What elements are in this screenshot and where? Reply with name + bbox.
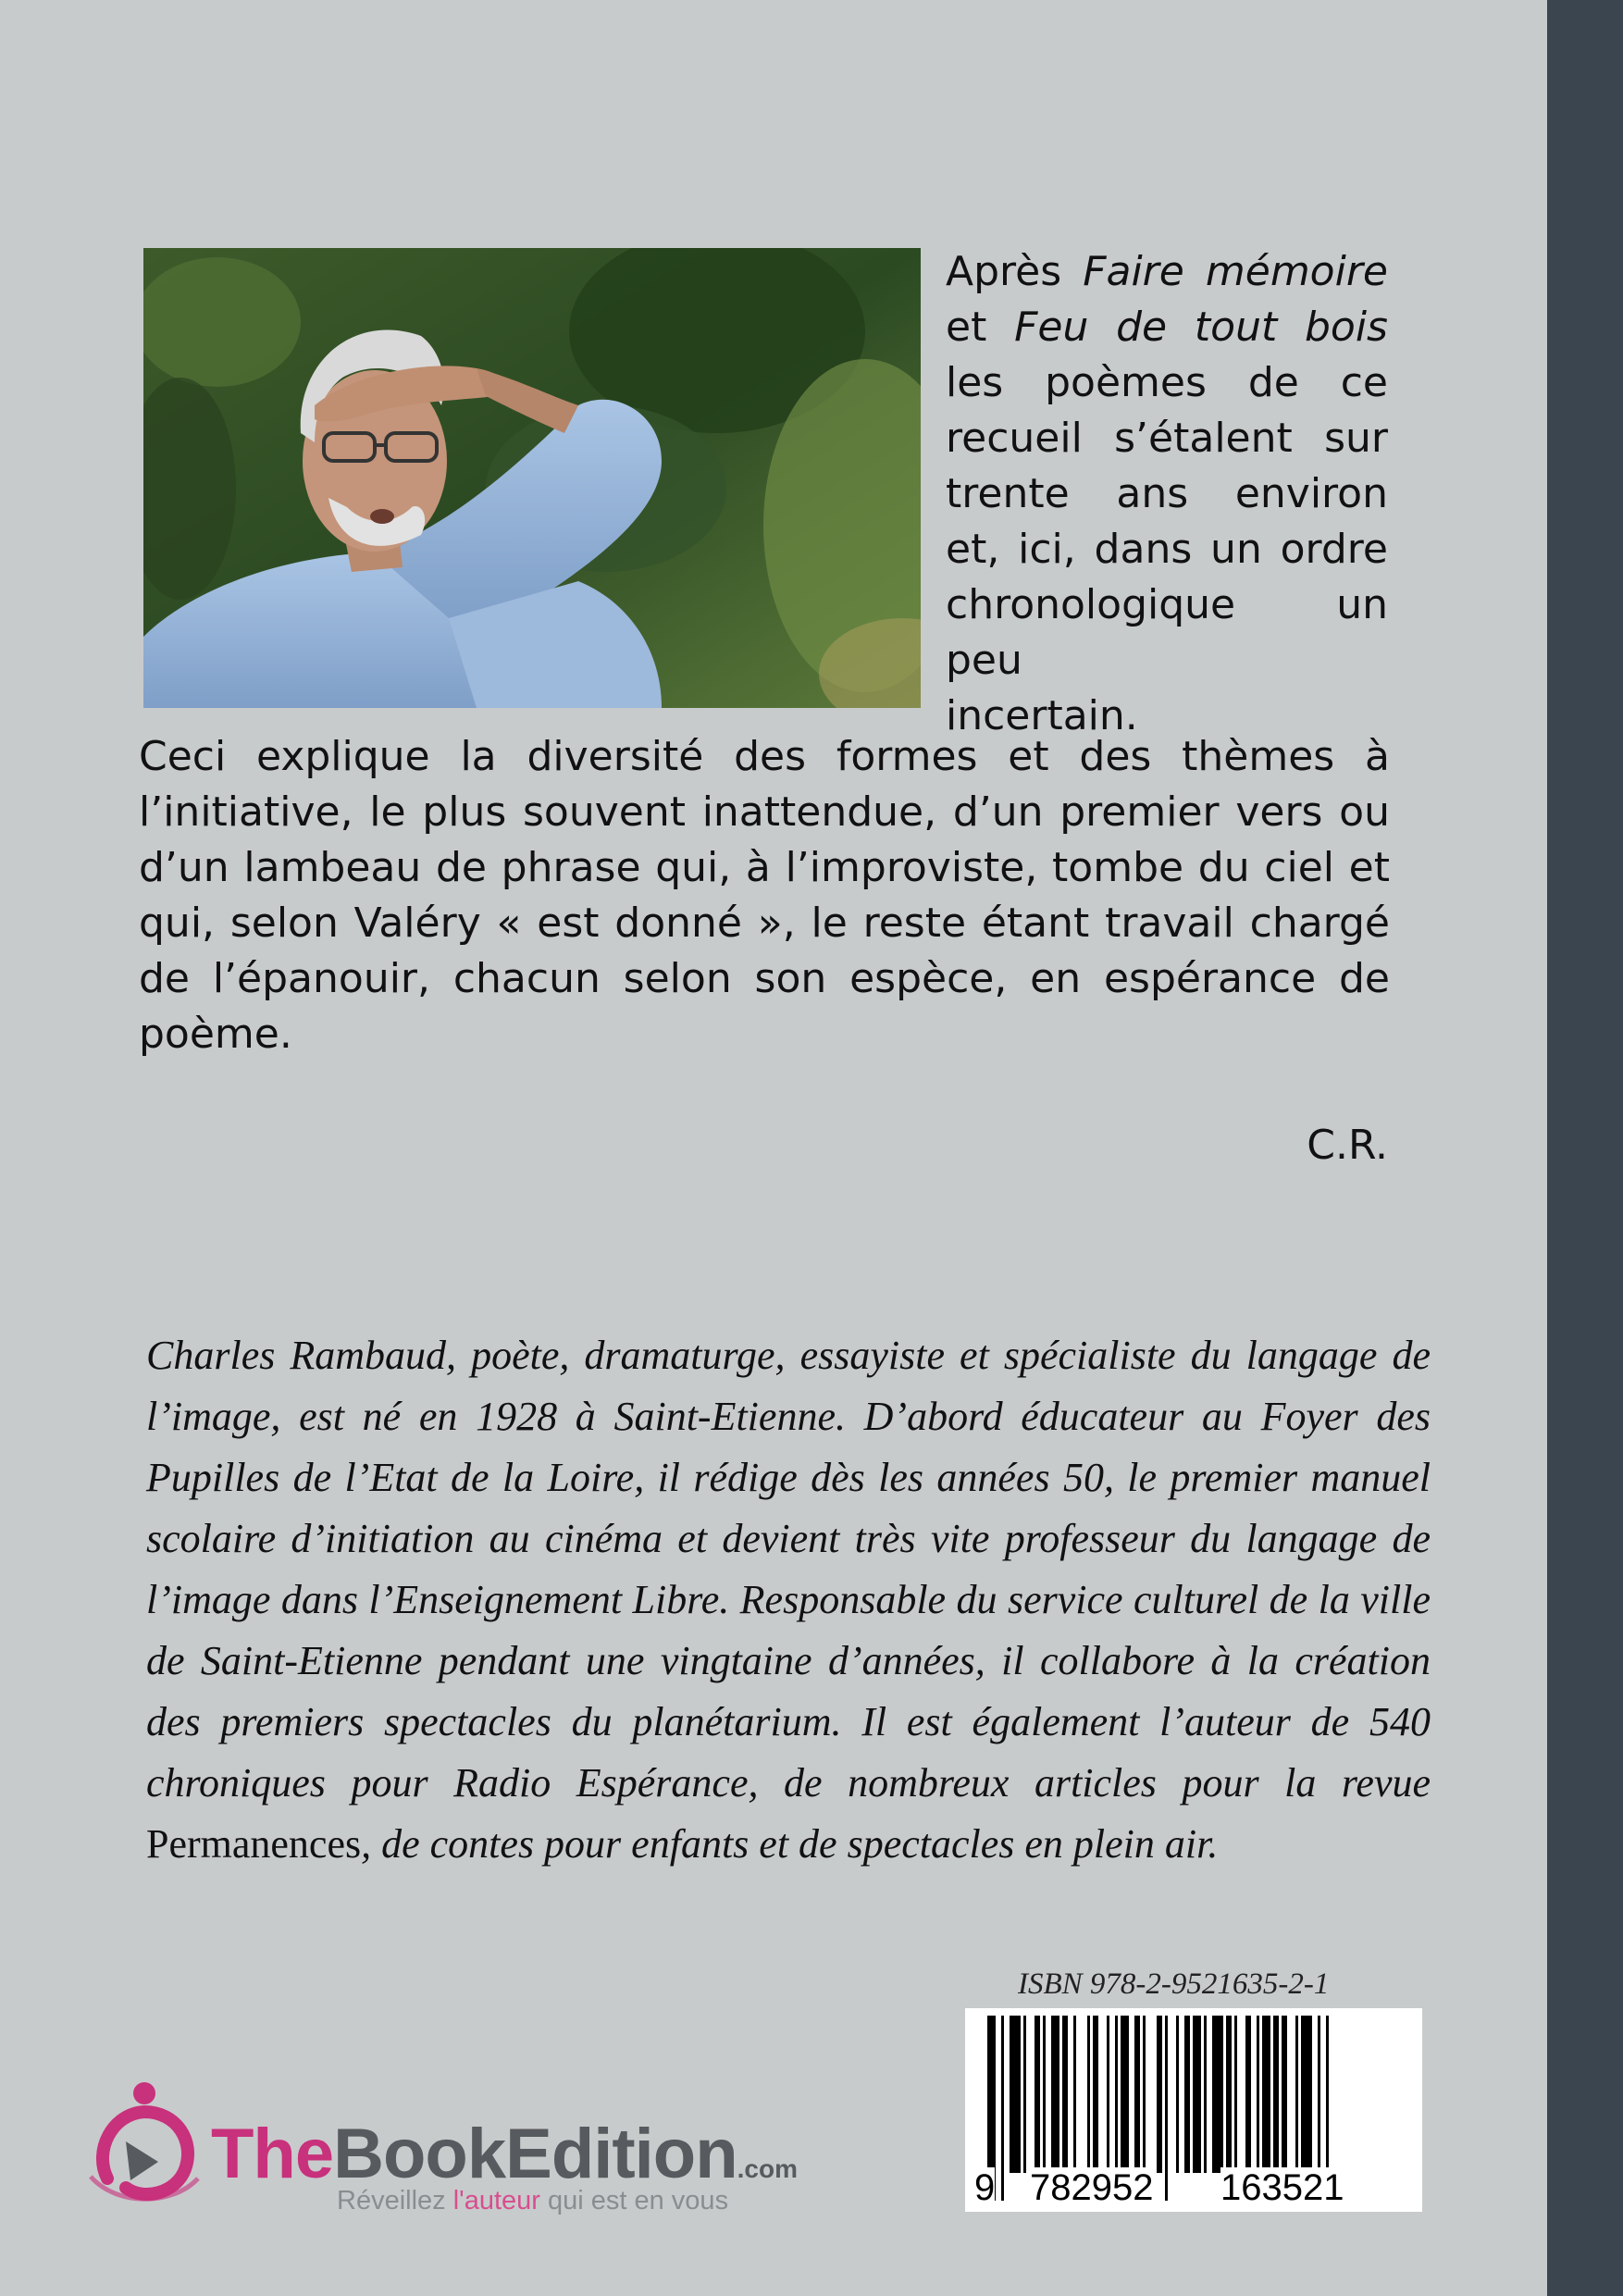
barcode-bar xyxy=(1212,2016,1223,2173)
barcode-bar xyxy=(1062,2016,1068,2173)
barcode-bar xyxy=(1193,2016,1201,2173)
logo-tagline: Réveillez l'auteur qui est en vous xyxy=(337,2186,729,2215)
barcode-bar xyxy=(1023,2016,1026,2173)
barcode-bar xyxy=(1184,2016,1190,2173)
publisher-logo xyxy=(89,2077,829,2215)
intro-line: Après Faire mémoire xyxy=(946,248,1388,295)
logo-wordmark: TheBookEdition.com xyxy=(211,2115,798,2193)
barcode-bar xyxy=(1204,2016,1207,2173)
barcode-bar xyxy=(1115,2016,1118,2173)
barcode-bar xyxy=(1295,2016,1298,2173)
thebookedition-mark-icon xyxy=(89,2077,209,2215)
barcode-bar xyxy=(1087,2016,1090,2173)
barcode-bar xyxy=(1157,2016,1162,2173)
barcode-bar xyxy=(1165,2016,1168,2201)
barcode-digit-first: 9 xyxy=(974,2167,996,2208)
signature: C.R. xyxy=(1307,1122,1388,1169)
barcode-bar xyxy=(1043,2016,1046,2173)
barcode-bar xyxy=(1073,2016,1076,2173)
barcode-bar xyxy=(1035,2016,1040,2173)
barcode-bar xyxy=(1226,2016,1232,2173)
barcode-bar xyxy=(1121,2016,1129,2173)
barcode-bar xyxy=(1176,2016,1179,2173)
author-photo xyxy=(143,248,921,708)
intro-text xyxy=(946,244,1388,744)
barcode-group-right: 163521 xyxy=(1220,2167,1344,2208)
barcode-group-left: 782952 xyxy=(1030,2167,1154,2208)
barcode-bar xyxy=(1245,2016,1251,2173)
barcode-bar xyxy=(1318,2016,1320,2173)
book-spine xyxy=(1547,0,1623,2296)
barcode-bar xyxy=(1282,2016,1287,2173)
intro-line: et Feu de tout bois xyxy=(946,304,1388,351)
barcode-bar xyxy=(1051,2016,1059,2173)
barcode-bar xyxy=(1143,2016,1146,2173)
barcode-bar xyxy=(1001,2016,1004,2201)
author-bio: Charles Rambaud, poète, dramaturge, essayiste et spécialiste du langage de l’image, est né en 1928 à Saint-Etienne. D’abord éducateur au Foyer des Pupilles de l’Etat de la Loire, il rédige dès les années 50, le premier manuel scolaire d’initiation au cinéma et devient très vite professeur du langage de l’image dans l’Enseignement Libre. Responsable du service culturel de la ville de Saint-Etienne pendant une vingtaine d’années, il collabore à la création des premiers spectacles du planétarium. Il est également l’auteur de 540 chroniques pour Radio Espérance, de nombreux articles pour la revue Permanences, de contes pour enfants et de spectacles en plein air. xyxy=(146,1333,1431,1867)
intro-line: trente ans environ xyxy=(946,470,1388,517)
isbn-label: ISBN 978-2-9521635-2-1 xyxy=(1018,1967,1330,2001)
barcode-bar xyxy=(1107,2016,1109,2173)
barcode-bar xyxy=(1093,2016,1098,2173)
barcode-bar xyxy=(1234,2016,1237,2173)
intro-line: chronologique un peu xyxy=(946,581,1388,684)
intro-line: les poèmes de ce xyxy=(946,359,1388,406)
barcode-bar xyxy=(1262,2016,1270,2173)
intro-line: et, ici, dans un ordre xyxy=(946,526,1388,573)
barcode xyxy=(965,2008,1422,2212)
body-paragraph: Ceci explique la diversité des formes et des thèmes à l’initiative, le plus souvent inattendue, d’un premier vers ou d’un lambeau de phrase qui, à l’improviste, tombe du ciel et qui, selon Valéry « est donné », le reste étant travail chargé de l’épanouir, chacun selon son espèce, en espérance de poème. xyxy=(139,733,1390,1058)
intro-line: incertain. xyxy=(946,692,1138,739)
barcode-bar xyxy=(1257,2016,1259,2173)
barcode-bar xyxy=(1010,2016,1021,2173)
intro-line: recueil s’étalent sur xyxy=(946,415,1388,462)
barcode-bar xyxy=(1134,2016,1140,2173)
barcode-bar xyxy=(1273,2016,1279,2173)
barcode-bar xyxy=(1301,2016,1312,2173)
